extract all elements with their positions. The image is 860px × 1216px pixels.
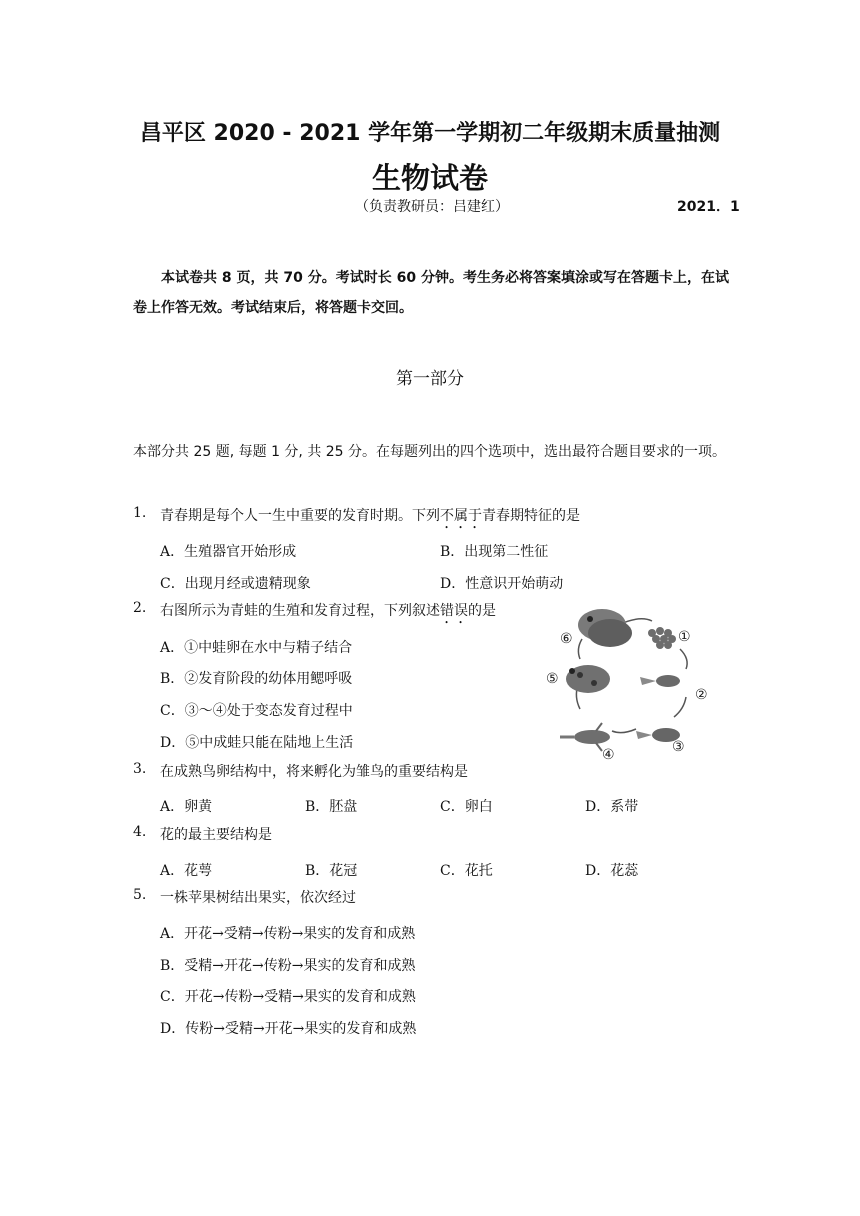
tadpole-icon [640, 675, 680, 687]
question-3-option-a: A．卵黄 [160, 799, 213, 815]
question-5-stem: 一株苹果树结出果实，依次经过 [160, 890, 356, 906]
question-3-number: 3. [133, 761, 147, 777]
question-3-stem: 在成熟鸟卵结构中，将来孵化为雏鸟的重要结构是 [160, 764, 468, 780]
question-1-stem [160, 505, 580, 532]
question-4-option-c: C．花托 [440, 863, 493, 879]
question-1-option-d: D．性意识开始萌动 [440, 576, 564, 592]
question-5-number: 5. [133, 887, 147, 903]
exam-editor: （负责教研员：吕建红） [355, 199, 509, 215]
exam-instructions: 本试卷共 8 页，共 70 分。考试时长 60 分钟。考生务必将答案填涂或写在答题卡上，在试卷上作答无效。考试结束后，将答题卡交回。 [133, 270, 729, 316]
question-2-number: 2. [133, 600, 147, 616]
question-2-option-a: A．①中蛙卵在水中与精子结合 [160, 640, 353, 656]
question-4-number: 4. [133, 824, 147, 840]
question-3-option-d: D．系带 [585, 799, 639, 815]
question-5-option-c: C．开花→传粉→受精→果实的发育和成熟 [160, 989, 416, 1005]
cycle-arrow [680, 649, 687, 669]
question-4-stem: 花的最主要结构是 [160, 827, 272, 843]
question-2-option-c: C．③～④处于变态发育过程中 [160, 703, 353, 719]
question-4-option-a: A．花萼 [160, 863, 213, 879]
mating-frogs-icon [578, 609, 632, 647]
question-2-option-b: B．②发育阶段的幼体用鳃呼吸 [160, 671, 353, 687]
question-2-stem-text: 右图所示为青蛙的生殖和发育过程，下列叙述 [160, 603, 440, 619]
frog-life-cycle-figure [540, 597, 740, 767]
question-4-option-d: D．花蕊 [585, 863, 639, 879]
figure-label-5: ⑤ [546, 671, 559, 687]
question-1-stem-tail: 青春期特征的是 [482, 508, 580, 524]
question-1-stem-text: 青春期是每个人一生中重要的发育时期。下列 [160, 508, 440, 524]
question-3-option-b: B．胚盘 [305, 799, 358, 815]
question-1-option-c: C．出现月经或遗精现象 [160, 576, 311, 592]
question-2-option-d: D．⑤中成蛙只能在陆地上生活 [160, 735, 354, 751]
figure-label-6: ⑥ [560, 631, 573, 647]
question-1-option-b: B．出现第二性征 [440, 544, 549, 560]
section-instructions: 本部分共 25 题, 每题 1 分, 共 25 分。在每题列出的四个选项中，选出最符合题目要求的一项。 [133, 444, 727, 460]
question-1-option-a: A．生殖器官开始形成 [160, 544, 297, 560]
cycle-arrow [612, 729, 636, 733]
question-2-stem-tail: 的是 [468, 603, 496, 619]
adult-frog-icon [566, 665, 610, 693]
figure-label-4: ④ [602, 747, 615, 763]
figure-label-2: ② [695, 687, 708, 703]
exam-title: 昌平区 2020 - 2021 学年第一学期初二年级期末质量抽测 [139, 121, 721, 146]
cycle-arrow [578, 639, 582, 659]
question-3-option-c: C．卵白 [440, 799, 493, 815]
section-title: 第一部分 [396, 369, 464, 389]
figure-label-1: ① [678, 629, 691, 645]
question-2-stem [160, 600, 496, 627]
exam-subject: 生物试卷 [371, 161, 488, 195]
question-5-option-d: D．传粉→受精→开花→果实的发育和成熟 [160, 1021, 417, 1037]
figure-label-3: ③ [672, 739, 685, 755]
question-5-option-b: B．受精→开花→传粉→果实的发育和成熟 [160, 958, 416, 974]
cycle-arrow [674, 697, 686, 717]
question-5-option-a: A．开花→受精→传粉→果实的发育和成熟 [160, 926, 416, 942]
question-1-emphasis: 不属于 [440, 508, 482, 524]
exam-date: 2021．1 [677, 199, 740, 215]
question-4-option-b: B．花冠 [305, 863, 358, 879]
question-2-emphasis: 错误 [440, 603, 468, 619]
question-1-number: 1. [133, 505, 147, 521]
frog-eggs-icon [648, 627, 676, 649]
